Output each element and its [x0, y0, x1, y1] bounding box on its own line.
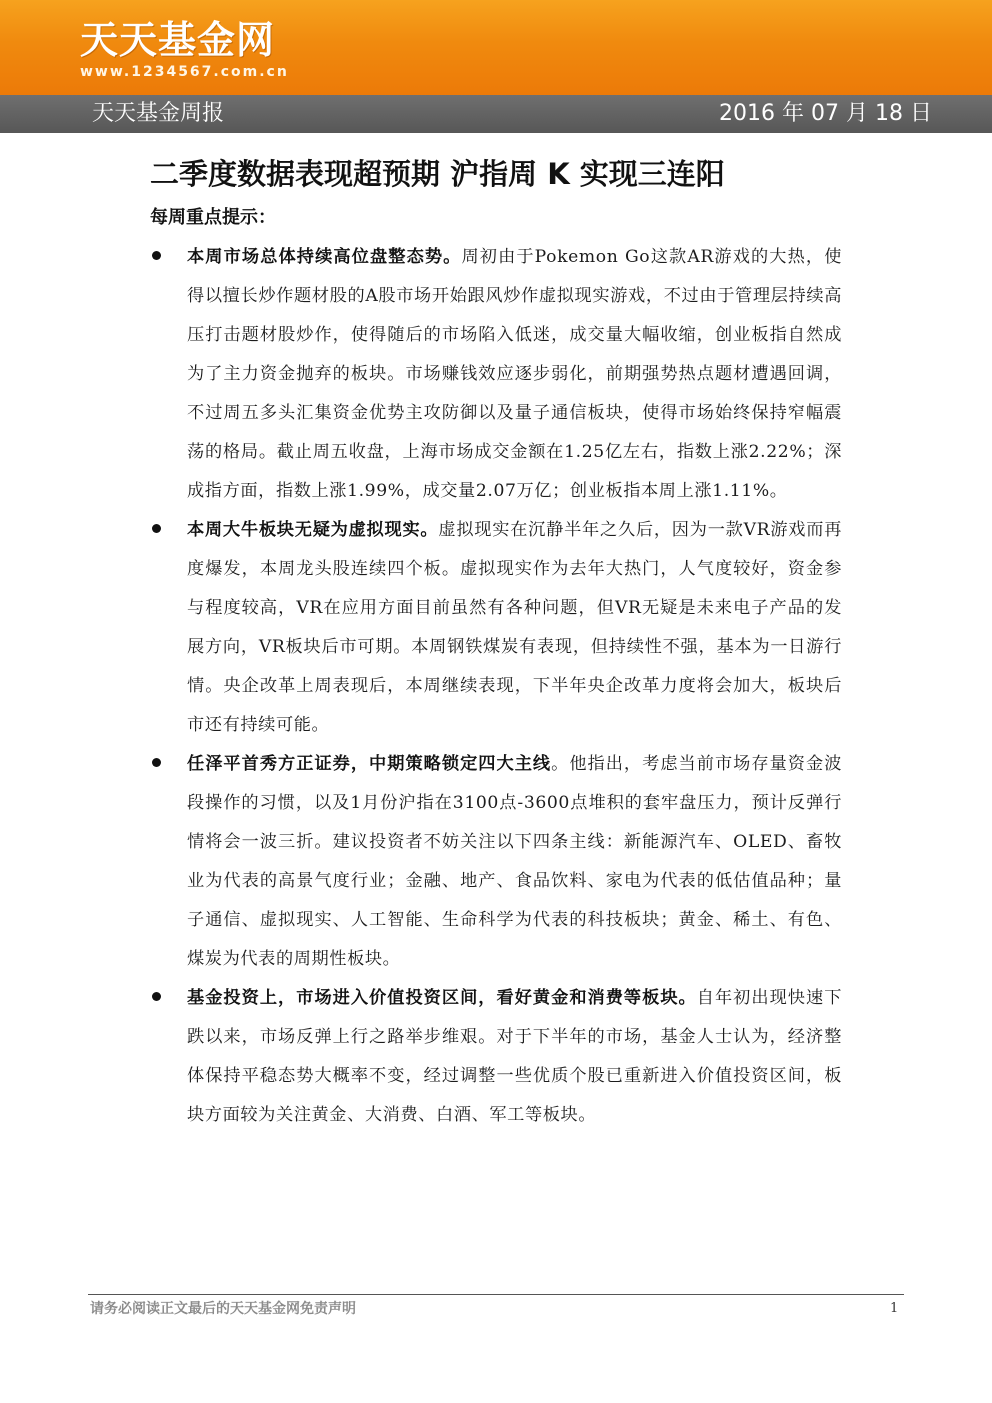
- page-number: 1: [890, 1301, 899, 1316]
- site-logo[interactable]: 天天基金网: [80, 18, 276, 62]
- key-point-body: 自年初出现快速下跌以来，市场反弹上行之路举步维艰。对于下半年的市场，基金人士认为，经济整体保持平稳态势大概率不变，经过调整一些优质个股已重新进入价值投资区间，板块方面较为关注黄金、大消费、白酒、军工等板块。: [187, 988, 842, 1125]
- key-point-text: [187, 745, 842, 979]
- key-point-body: 。他指出，考虑当前市场存量资金波段操作的习惯，以及1月份沪指在3100点-3600点堆积的套牢盘压力，预计反弹行情将会一波三折。建议投资者不妨关注以下四条主线：新能源汽车、OLED、畜牧业为代表的高景气度行业；金融、地产、食品饮料、家电为代表的低估值品种；量子通信、虚拟现实、人工智能、生命科学为代表的科技板块；黄金、稀土、有色、煤炭为代表的周期性板块。: [187, 754, 842, 969]
- report-date: 2016 年 07 月 18 日: [719, 101, 932, 126]
- key-point-text: [187, 979, 842, 1135]
- key-point: [150, 979, 842, 1135]
- header-banner: [0, 0, 992, 95]
- key-point-body: 虚拟现实在沉静半年之久后，因为一款VR游戏而再度爆发，本周龙头股连续四个板。虚拟现实作为去年大热门，人气度较好，资金参与程度较高，VR在应用方面目前虽然有各种问题，但VR无疑是未来电子产品的发展方向，VR板块后市可期。本周钢铁煤炭有表现，但持续性不强，基本为一日游行情。央企改革上周表现后，本周继续表现，下半年央企改革力度将会加大，板块后市还有持续可能。: [187, 520, 843, 735]
- report-name: 天天基金周报: [92, 101, 225, 126]
- key-point: [150, 238, 842, 511]
- section-label: 每周重点提示：: [150, 207, 276, 228]
- key-point-lead: 本周市场总体持续高位盘整态势。: [187, 247, 462, 267]
- bullet-dot-icon: [152, 251, 161, 260]
- footer-divider: [88, 1294, 904, 1295]
- key-point-lead: 基金投资上，市场进入价值投资区间，看好黄金和消费等板块。: [187, 988, 697, 1008]
- site-url[interactable]: www.1234567.com.cn: [80, 64, 289, 80]
- key-points-list: [150, 238, 842, 1135]
- key-point: [150, 745, 842, 979]
- bullet-dot-icon: [152, 758, 161, 767]
- key-point: [150, 511, 842, 745]
- key-point-lead: 任泽平首秀方正证券，中期策略锁定四大主线: [187, 754, 552, 774]
- report-bar: [0, 95, 992, 133]
- key-point-text: [187, 511, 842, 745]
- disclaimer-note: 请务必阅读正文最后的天天基金网免责声明: [90, 1301, 356, 1317]
- bullet-dot-icon: [152, 992, 161, 1001]
- bullet-dot-icon: [152, 524, 161, 533]
- key-point-lead: 本周大牛板块无疑为虚拟现实。: [187, 520, 439, 540]
- key-point-body: 周初由于Pokemon Go这款AR游戏的大热，使得以擅长炒作题材股的A股市场开始跟风炒作虚拟现实游戏，不过由于管理层持续高压打击题材股炒作，使得随后的市场陷入低迷，成交量大幅收缩，创业板指自然成为了主力资金抛弃的板块。市场赚钱效应逐步弱化，前期强势热点题材遭遇回调，不过周五多头汇集资金优势主攻防御以及量子通信板块，使得市场始终保持窄幅震荡的格局。截止周五收盘，上海市场成交金额在1.25亿左右，指数上涨2.22%；深成指方面，指数上涨1.99%，成交量2.07万亿；创业板指本周上涨1.11%。: [187, 247, 842, 501]
- document-title: 二季度数据表现超预期 沪指周 K 实现三连阳: [150, 157, 725, 191]
- key-point-text: [187, 238, 842, 511]
